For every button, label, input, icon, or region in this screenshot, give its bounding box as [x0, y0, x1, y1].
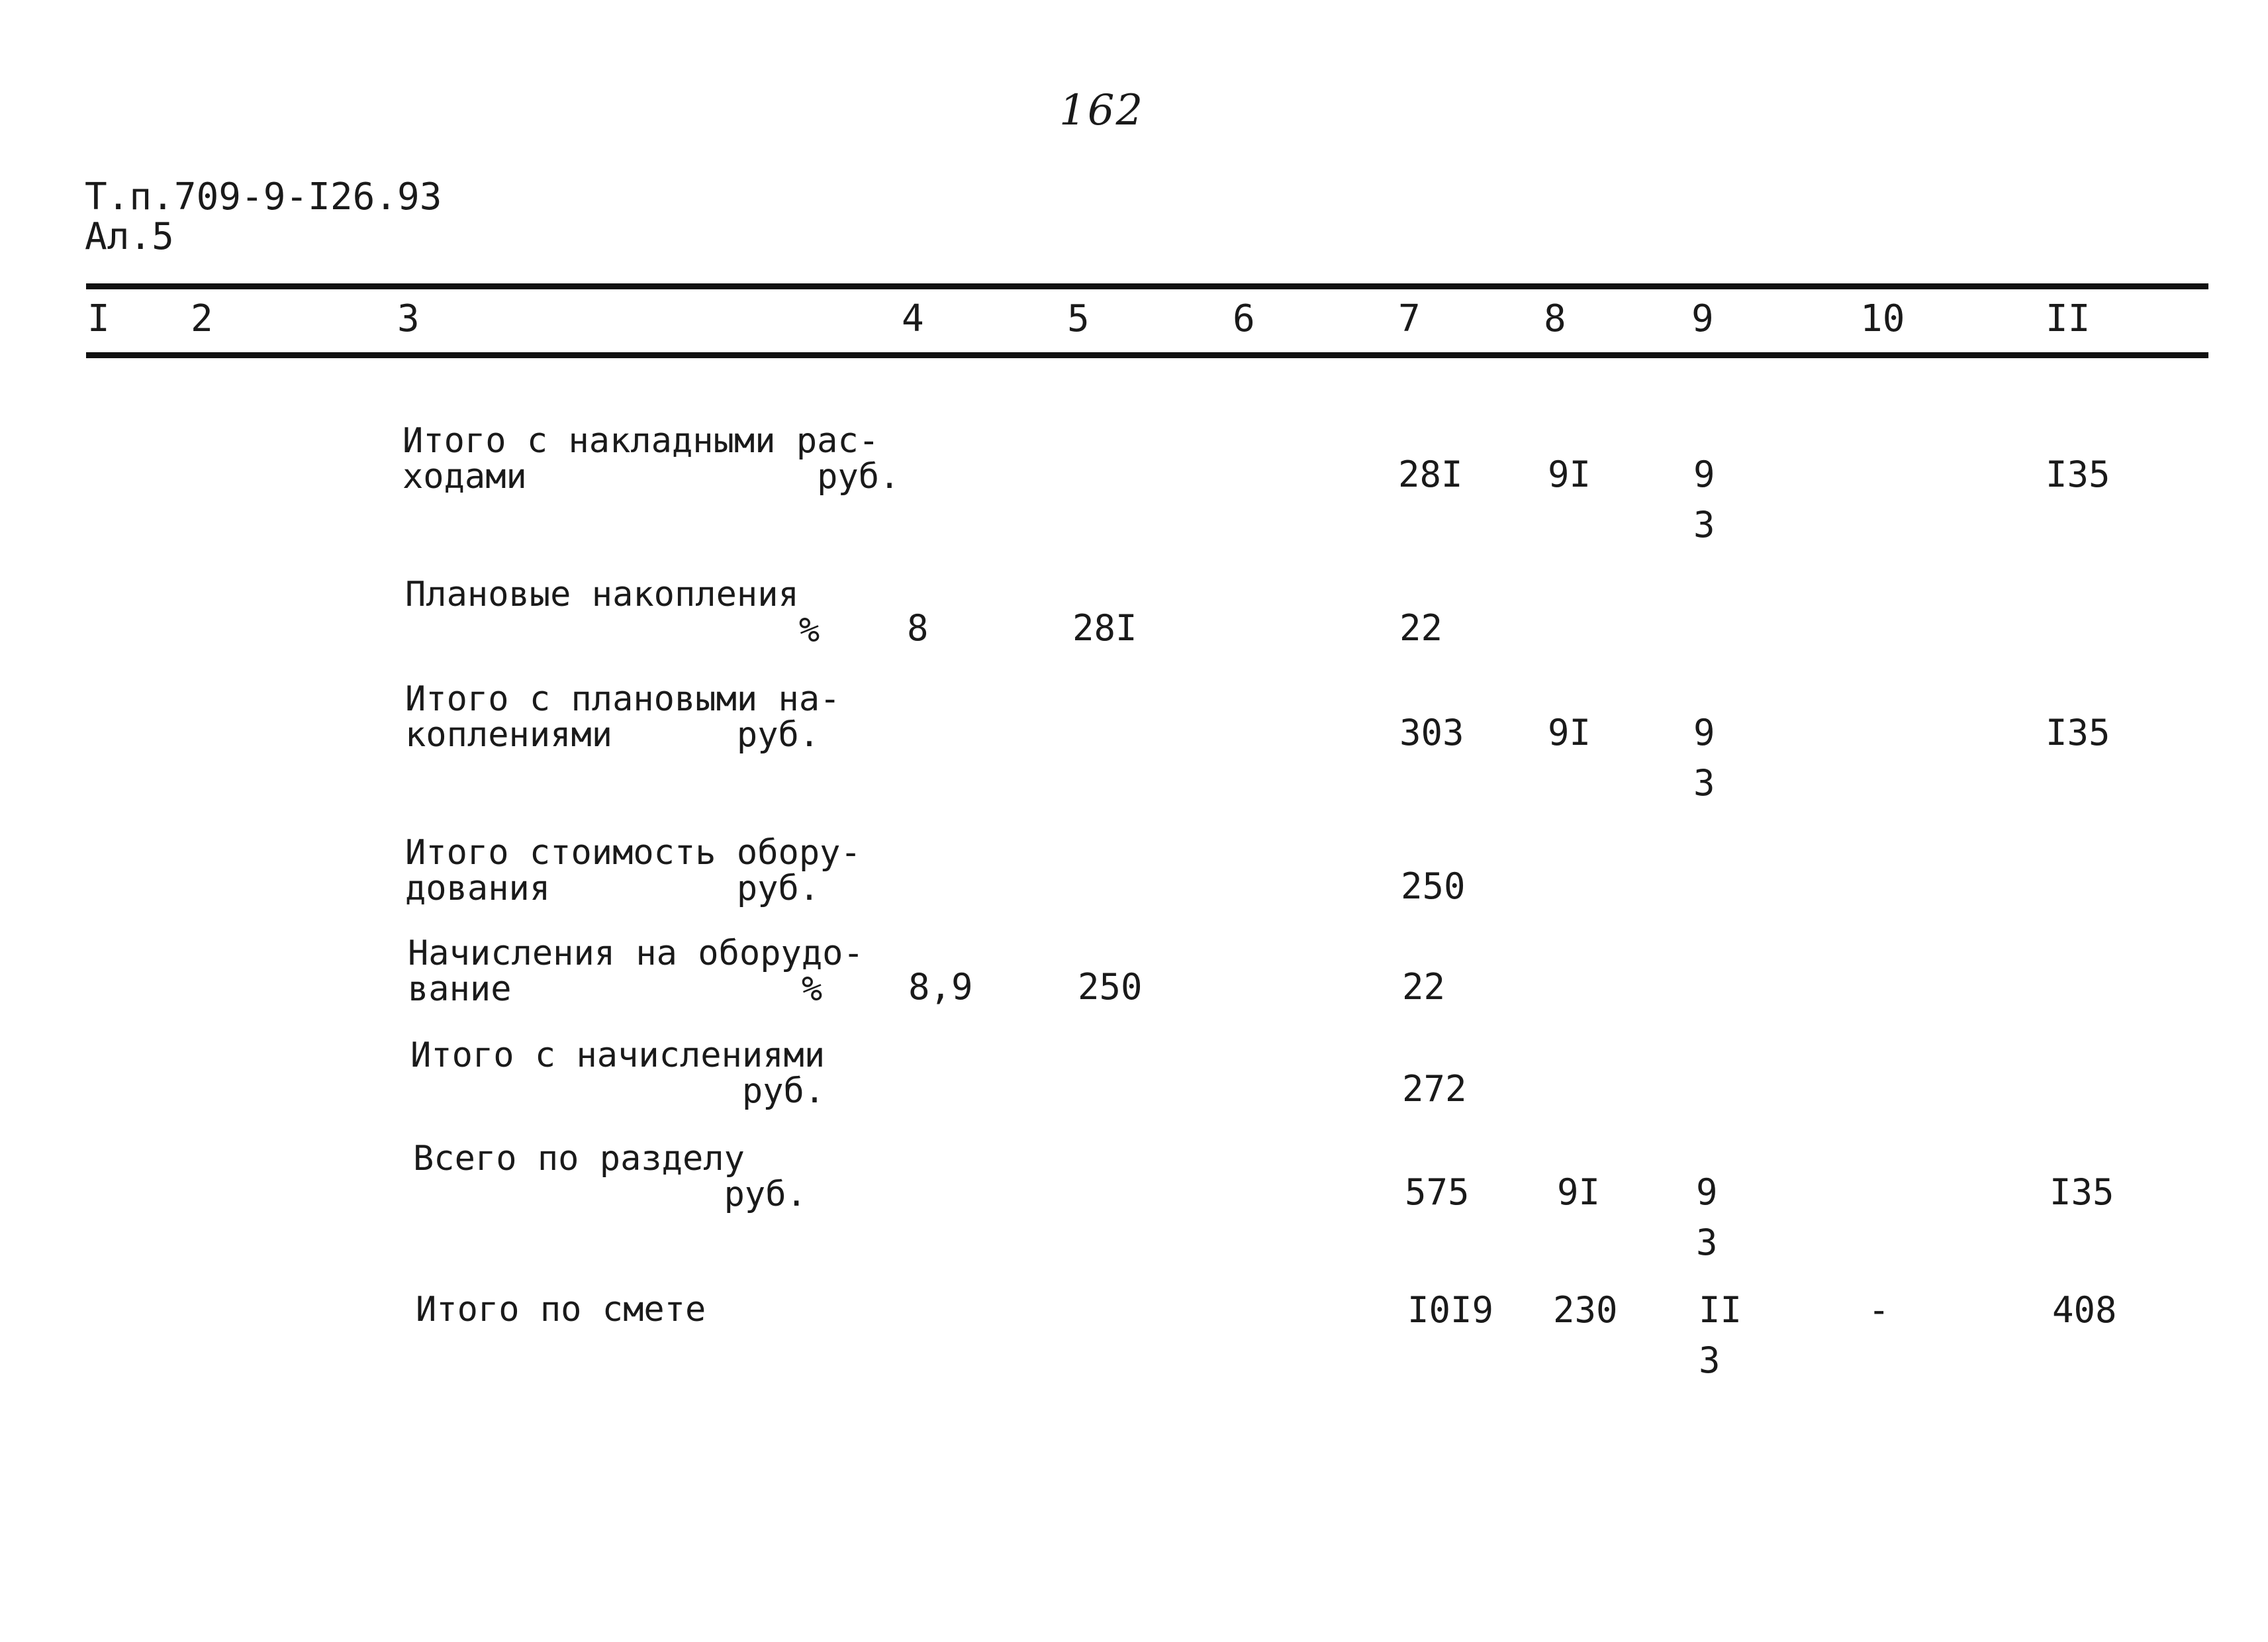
row-description: Начисления на оборудо-	[408, 934, 864, 973]
cell-col7: I0I9	[1407, 1289, 1494, 1331]
row-description-unit: руб.	[413, 1175, 807, 1214]
column-header-2: 2	[191, 297, 213, 340]
column-header-9: 9	[1691, 297, 1714, 340]
row-description-unit: ходами руб.	[402, 457, 900, 497]
row-description-unit: руб.	[410, 1071, 826, 1111]
cell-col5: 28I	[1072, 607, 1137, 649]
column-header-6: 6	[1233, 297, 1255, 340]
table-header-rule	[86, 352, 2208, 358]
cell-col8: 9I	[1548, 454, 1591, 495]
cell-col7: 28I	[1398, 454, 1463, 495]
column-header-5: 5	[1067, 297, 1090, 340]
page-number: 162	[1059, 86, 1145, 135]
column-header-8: 8	[1544, 297, 1566, 340]
sheet-number: Ал.5	[85, 215, 174, 258]
cell-col9: II	[1699, 1289, 1742, 1331]
cell-col7: 22	[1399, 607, 1443, 649]
column-header-10: 10	[1860, 297, 1905, 340]
cell-col9: 9	[1696, 1171, 1718, 1213]
row-description: Всего по разделу	[413, 1139, 745, 1179]
row-description: Итого стоимость обору-	[405, 833, 861, 873]
row-description-unit: вание %	[408, 969, 823, 1009]
column-header-1: I	[87, 297, 110, 340]
cell-col4: 8	[907, 607, 929, 649]
cell-col7: 303	[1399, 712, 1464, 753]
cell-col5: 250	[1078, 966, 1143, 1008]
cell-col9-sub: 3	[1693, 504, 1715, 546]
row-description: Итого по смете	[416, 1290, 706, 1329]
cell-col7: 22	[1402, 966, 1446, 1008]
row-description: Итого с начислениями	[410, 1036, 826, 1075]
cell-col11: 408	[2052, 1289, 2117, 1331]
cell-col10: -	[1868, 1289, 1890, 1331]
cell-col11: I35	[2046, 712, 2110, 753]
row-description: Итого с плановыми на-	[405, 679, 841, 719]
table-top-rule	[86, 283, 2208, 289]
document-code-line: Т.п.709-9-I26.93	[85, 175, 442, 218]
column-header-7: 7	[1398, 297, 1421, 340]
cell-col8: 9I	[1548, 712, 1591, 753]
cell-col4: 8,9	[908, 966, 973, 1008]
row-description-unit: %	[405, 610, 820, 650]
column-header-3: 3	[397, 297, 420, 340]
cell-col9: 9	[1693, 712, 1715, 753]
row-description-unit: коплениями руб.	[405, 715, 820, 755]
cell-col11: I35	[2050, 1171, 2114, 1213]
cell-col7: 250	[1401, 865, 1466, 907]
cell-col9-sub: 3	[1699, 1339, 1721, 1381]
column-header-4: 4	[902, 297, 924, 340]
column-header-11: II	[2046, 297, 2091, 340]
cell-col9-sub: 3	[1693, 762, 1715, 804]
cell-col7: 272	[1402, 1068, 1467, 1110]
cell-col9: 9	[1693, 454, 1715, 495]
row-description: Итого с накладными рас-	[402, 421, 880, 461]
cell-col8: 9I	[1557, 1171, 1601, 1213]
row-description: Плановые накопления	[405, 575, 799, 614]
cell-col7: 575	[1405, 1171, 1470, 1213]
document-code	[85, 177, 442, 257]
cell-col9-sub: 3	[1696, 1222, 1718, 1263]
cell-col8: 230	[1553, 1289, 1618, 1331]
row-description-unit: дования руб.	[405, 869, 820, 908]
cell-col11: I35	[2046, 454, 2110, 495]
